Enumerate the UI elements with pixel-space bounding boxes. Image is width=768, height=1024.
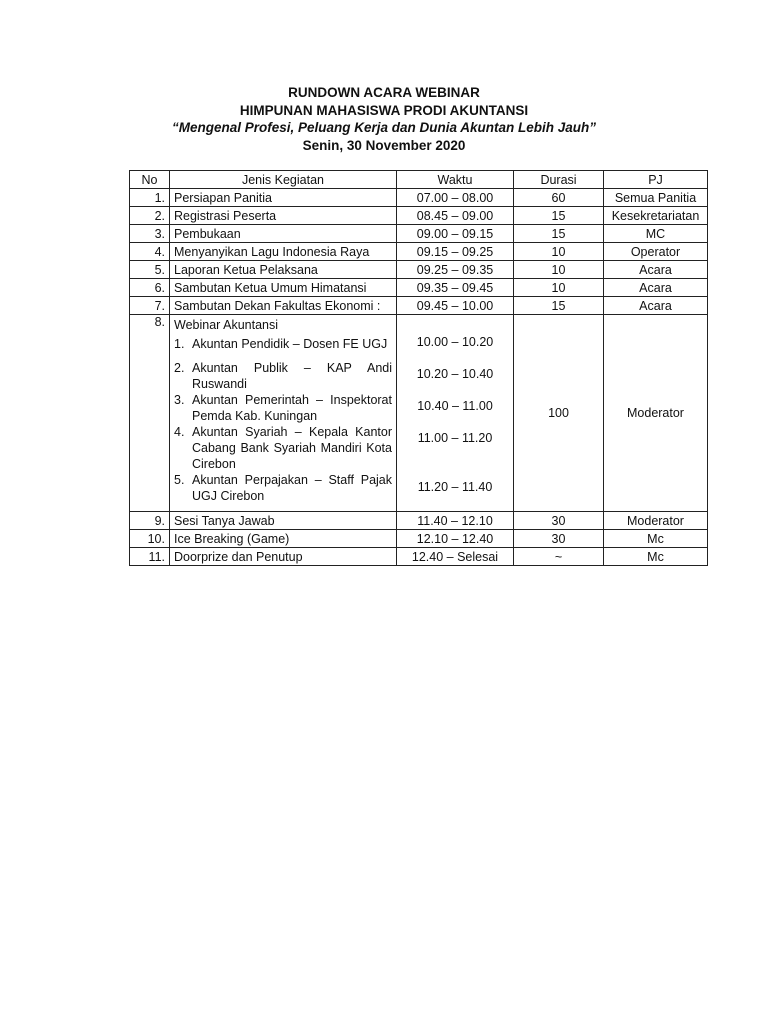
speaker-text: Akuntan Perpajakan – Staff Pajak UGJ Cirebon [192, 473, 392, 503]
row-time: 09.45 – 10.00 [397, 297, 514, 315]
row-activity: Persiapan Panitia [170, 189, 397, 207]
event-date: Senin, 30 November 2020 [302, 137, 466, 153]
row-pj: Operator [604, 243, 708, 261]
column-header-no: No [130, 171, 170, 189]
row-no: 11. [130, 548, 170, 566]
column-header-activity: Jenis Kegiatan [170, 171, 397, 189]
row-activity: Menyanyikan Lagu Indonesia Raya [170, 243, 397, 261]
speaker-number: 3. [174, 393, 185, 407]
table-row [130, 225, 708, 243]
row-activity: Registrasi Peserta [170, 207, 397, 225]
table-row-webinar [130, 315, 708, 512]
table-row [130, 189, 708, 207]
title-line-2: HIMPUNAN MAHASISWA PRODI AKUNTANSI [239, 102, 529, 118]
row-time: 09.25 – 09.35 [397, 261, 514, 279]
speaker-item [174, 424, 392, 472]
speaker-number: 4. [174, 425, 185, 439]
speaker-time: 10.20 – 10.40 [416, 367, 494, 381]
row-activity: Ice Breaking (Game) [170, 530, 397, 548]
row-activity: Sambutan Ketua Umum Himatansi [170, 279, 397, 297]
table-row [130, 530, 708, 548]
row-time: 07.00 – 08.00 [397, 189, 514, 207]
column-header-pj: PJ [604, 171, 708, 189]
speaker-item [174, 472, 392, 504]
speaker-number: 1. [174, 337, 185, 351]
row-time: 09.00 – 09.15 [397, 225, 514, 243]
row-time: 09.15 – 09.25 [397, 243, 514, 261]
speaker-time: 10.00 – 10.20 [416, 335, 494, 349]
row-pj: Acara [604, 279, 708, 297]
title-line-1: RUNDOWN ACARA WEBINAR [288, 85, 480, 100]
row-no: 3. [130, 225, 170, 243]
row-activity: Sambutan Dekan Fakultas Ekonomi : [170, 297, 397, 315]
row-time: 11.40 – 12.10 [397, 512, 514, 530]
row-time: 12.40 – Selesai [397, 548, 514, 566]
table-row [130, 512, 708, 530]
table-row [130, 207, 708, 225]
row-duration: 15 [514, 225, 604, 243]
speaker-text: Akuntan Pemerintah – Inspektorat Pemda Kab. Kuningan [192, 393, 392, 423]
speaker-time: 10.40 – 11.00 [417, 399, 493, 413]
row-no: 6. [130, 279, 170, 297]
row-time: 09.35 – 09.45 [397, 279, 514, 297]
row-duration: 100 [514, 315, 604, 512]
speaker-times [401, 316, 509, 510]
row-no: 9. [130, 512, 170, 530]
row-duration: 10 [514, 243, 604, 261]
table-row [130, 297, 708, 315]
table-row [130, 548, 708, 566]
row-no: 5. [130, 261, 170, 279]
column-header-duration: Durasi [514, 171, 604, 189]
table-header-row [130, 171, 708, 189]
row-time: 08.45 – 09.00 [397, 207, 514, 225]
row-pj: Acara [604, 261, 708, 279]
speaker-item [174, 336, 392, 352]
row-no: 1. [130, 189, 170, 207]
speaker-item [174, 392, 392, 424]
event-theme: “Mengenal Profesi, Peluang Kerja dan Dunia Akuntan Lebih Jauh” [171, 120, 597, 135]
row-pj: Acara [604, 297, 708, 315]
row-no: 8. [130, 315, 170, 512]
row-pj: Mc [604, 530, 708, 548]
speaker-time: 11.00 – 11.20 [417, 431, 493, 445]
table-row [130, 243, 708, 261]
row-duration: 10 [514, 261, 604, 279]
row-duration: 15 [514, 297, 604, 315]
speaker-text: Akuntan Pendidik – Dosen FE UGJ [192, 337, 388, 351]
row-pj: Moderator [604, 512, 708, 530]
row-time [397, 315, 514, 512]
row-pj: MC [604, 225, 708, 243]
row-duration: 10 [514, 279, 604, 297]
webinar-title: Webinar Akuntansi [174, 318, 278, 332]
speaker-text: Akuntan Syariah – Kepala Kantor Cabang Bank Syariah Mandiri Kota Cirebon [192, 425, 392, 471]
row-duration: 30 [514, 530, 604, 548]
row-pj: Semua Panitia [604, 189, 708, 207]
row-no: 10. [130, 530, 170, 548]
row-duration: 30 [514, 512, 604, 530]
row-no: 7. [130, 297, 170, 315]
table-row [130, 279, 708, 297]
row-activity [170, 315, 397, 512]
row-pj: Moderator [604, 315, 708, 512]
row-duration: 15 [514, 207, 604, 225]
speaker-number: 5. [174, 473, 185, 487]
row-activity: Sesi Tanya Jawab [170, 512, 397, 530]
speaker-time: 11.20 – 11.40 [417, 480, 493, 494]
row-time: 12.10 – 12.40 [397, 530, 514, 548]
rundown-table [129, 170, 708, 566]
row-duration: ~ [514, 548, 604, 566]
document-heading [0, 84, 768, 154]
row-pj: Kesekretariatan [604, 207, 708, 225]
speaker-list [174, 336, 392, 504]
row-activity: Doorprize dan Penutup [170, 548, 397, 566]
speaker-item [174, 360, 392, 392]
row-duration: 60 [514, 189, 604, 207]
column-header-time: Waktu [397, 171, 514, 189]
row-no: 2. [130, 207, 170, 225]
row-no: 4. [130, 243, 170, 261]
row-activity: Pembukaan [170, 225, 397, 243]
speaker-number: 2. [174, 361, 185, 375]
table-row [130, 261, 708, 279]
row-pj: Mc [604, 548, 708, 566]
speaker-text: Akuntan Publik – KAP Andi Ruswandi [192, 361, 392, 391]
row-activity: Laporan Ketua Pelaksana [170, 261, 397, 279]
